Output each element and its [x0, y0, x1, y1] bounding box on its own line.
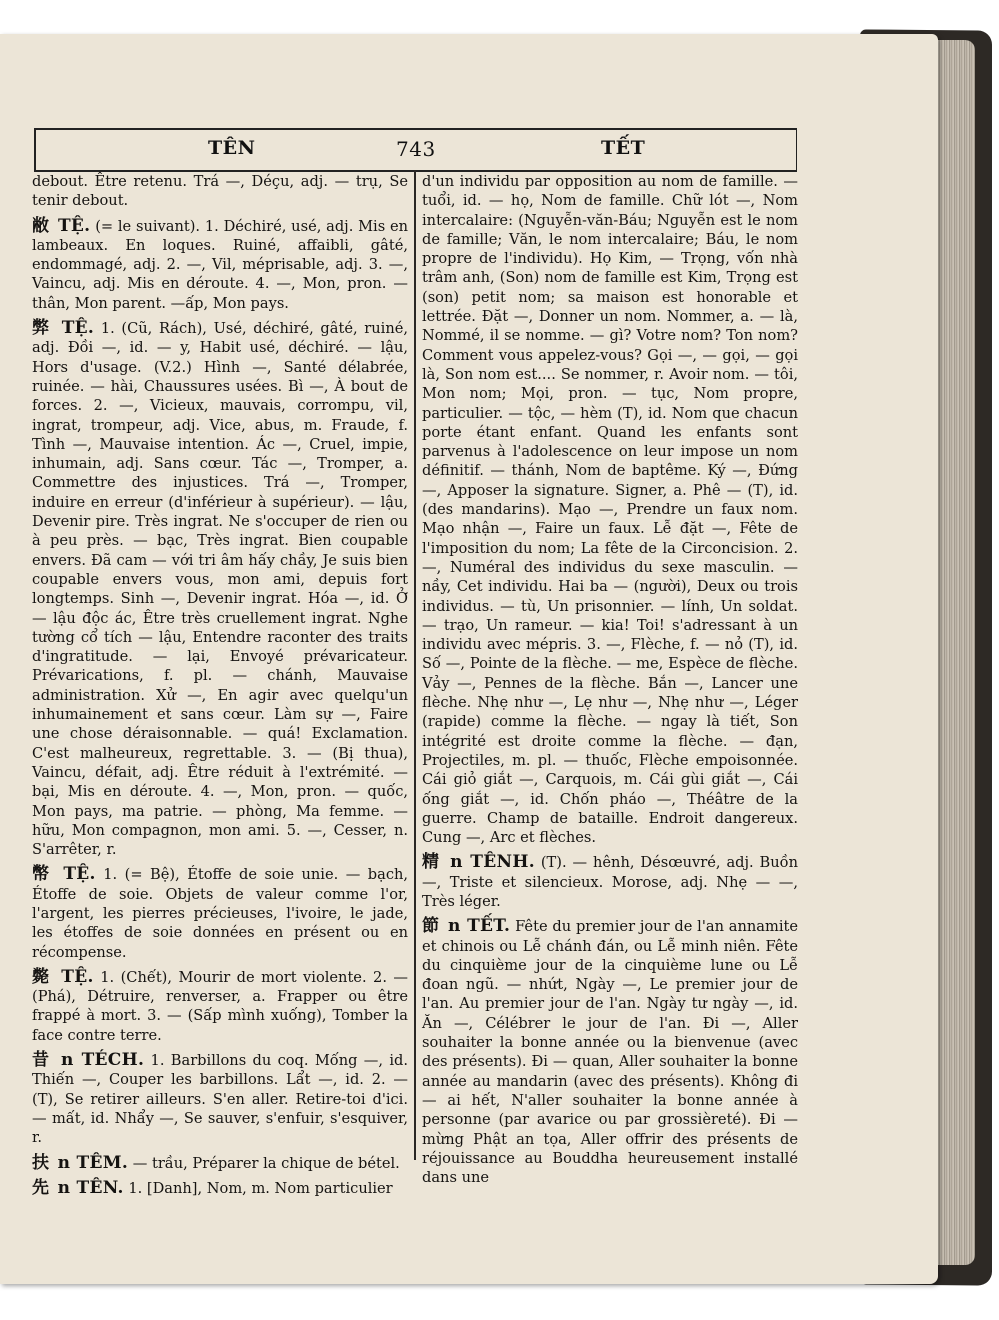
entry-character: 斃 [32, 966, 51, 987]
entry [32, 217, 408, 313]
left-continuation: debout. Être retenu. Trá —, Déçu, adj. — trụ, Se tenir debout. [32, 173, 408, 210]
entry-definition: 1. (= Bệ), Étoffe de soie unie. — bạch, Étoffe de soie. Objets de valeur comme l'or, l'argent, les pierres précieuses, l'ivoire, le jade, les étoffes de soie données en présent ou en récompense. [32, 866, 409, 961]
right-continuation: d'un individu par opposition au nom de famille. — tuổi, id. — họ, Nom de famille. Chữ lót —, Nom intercalaire: (Nguyễn-văn-Báu; Nguyễn est le nom de famille; Văn, le nom intercalaire; Báu, le nom propre de l'individu). Họ Kim, — Trọng, vốn nhà trâm anh, (Son) nom de famille est Kim, Trọng est (son) petit nom; sa maison est honorable et lettrée. Đặt —, Donner un nom. Nommer, a. — là, Nommé, il se nomme. — gì? Votre nom? Ton nom? Comment vous appelez-vous? Gọi —, — gọi, — gọi là, Son nom est.... Se nommer, r. Avoir nom. — tôi, Mon nom; Mọi, pron. — tục, Nom propre, particulier. — tộc, — hèm (T), id. Nom que chacun porte étant enfant. Quand les enfants sont parvenus à l'adolescence on leur impose un nom définitif. — thánh, Nom de baptême. Ký —, Đứng —, Apposer la signature. Signer, a. Phê — (T), id. (des mandarins). Mạo —, Prendre un faux nom. Mạo nhận —, Faire un faux. Lễ đặt —, Fête de l'imposition du nom; La fête de la Circoncision. 2. —, Numéral des individus du sexe masculin. — nầy, Cet individu. Hai ba — (người), Deux ou trois individus. — tù, Un prisonnier. — lính, Un soldat. — trạo, Un rameur. — kia! Toi! s'adressant à un individu avec mépris. 3. —, Flèche, f. — nỏ (T), id. Số —, Pointe de la flèche. — me, Espèce de flèche. Vảy —, Pennes de la flèche. Bắn —, Lancer une flèche. Nhẹ như —, Lẹ như —, Nhẹ như —, Léger (rapide) comme la flèche. — ngay là tiết, Son intégrité est droite comme la flèche. — đạn, Projectiles, m. pl. — thuốc, Flèche empoisonnée. Cái giỏ giắt —, Carquois, m. Cái gùi giắt —, Cái ống giắt —, id. Chốn pháo —, Théâtre de la guerre. Champ de bataille. Endroit dangereux. Cung —, Arc et flèches. [422, 173, 798, 847]
entry-definition: 1. (Chết), Mourir de mort violente. 2. — (Phá), Détruire, renverser, a. Frapper ou être frappé à mort. 3. — (Sấp mình xuống), Tomber la face contre terre. [32, 968, 409, 1044]
entry [32, 319, 408, 859]
column-divider [414, 170, 416, 1160]
entry-headword: TỆ. [57, 215, 91, 236]
entry-definition: (= le suivant). 1. Déchiré, usé, adj. Mis en lambeaux. En loques. Ruiné, affaibli, gâté, endommagé, adj. 2. —, Vil, méprisable, adj. 3. —, Vaincu, adj. Mis en déroute. 4. —, Mon, pron. — thân, Mon parent. —ấp, Mon pays. [32, 217, 409, 312]
entry-definition: Fête du premier jour de l'an annamite et chinois ou Lễ chánh đán, ou Lễ minh niên. Fête du cinquième jour de la cinquième lune ou Lễ đoan ngũ. — nhứt, Ngày —, Le premier jour de l'an. Au premier jour de l'an. Ngày tư ngày —, id. Ăn —, Célébrer le jour de l'an. Đi —, Aller souhaiter la bonne année ou la bienvenue (avec des présents). Đi — quan, Aller souhaiter la bonne année au mandarin (avec des présents). Không đi — ai hết, N'aller souhaiter la bonne année à personne (par avarice ou par grossièreté). Đi — mừng Phật an tọa, Aller offrir des présents de réjouissance au Bouddha heureusement installé dans une [422, 918, 798, 1187]
entry-character: 弊 [32, 318, 52, 339]
entry-character: 先 [32, 1177, 49, 1198]
entry-character: 精 [422, 852, 441, 873]
entry-definition: 1. [Danh], Nom, m. Nom particulier [128, 1179, 393, 1197]
running-header [34, 128, 797, 172]
left-column [32, 172, 408, 1204]
entry [32, 1154, 408, 1173]
entry-definition: (T). — hênh, Désœuvré, adj. Buồn —, Triste et silencieux. Morose, adj. Nhẹ — —, Très léger. [422, 854, 799, 910]
entry-headword: n TÉCH. [61, 1050, 145, 1071]
header-right-word: TẾT [601, 137, 646, 159]
entry [32, 1179, 408, 1198]
entry-headword: TỆ. [61, 318, 95, 339]
entry [422, 917, 798, 1187]
entry-character: 幣 [32, 864, 52, 885]
entry-headword: n TÊM. [57, 1152, 129, 1173]
entry-headword: TỆ. [61, 966, 94, 987]
page-number: 743 [396, 137, 436, 161]
right-column [422, 172, 798, 1193]
entry [32, 865, 408, 961]
header-left-word: TÊN [208, 137, 256, 159]
entry-headword: n TẾT. [448, 916, 511, 937]
entry [422, 853, 798, 911]
entry [32, 968, 408, 1045]
entry-headword: n TÊN. [57, 1177, 124, 1198]
entry-character: 敝 [32, 215, 50, 236]
entry-headword: n TÊNH. [450, 852, 535, 873]
entry [32, 1051, 408, 1147]
entry-definition: — trầu, Préparer la chique de bétel. [132, 1154, 400, 1172]
entry-character: 扶 [32, 1152, 49, 1173]
entry-definition: 1. Barbillons du coq. Mống —, id. Thiến —, Couper les barbillons. Lẩt —, id. 2. — (T), Se retirer ailleurs. S'en aller. Retire-toi d'ici. — mất, id. Nhẩy —, Se sauver, s'enfuir, s'esquiver, r. [32, 1052, 408, 1147]
entry-character: 昔 [32, 1050, 51, 1071]
entry-character: 節 [422, 916, 440, 937]
entry-headword: TỆ. [63, 864, 96, 885]
entry-definition: 1. (Cũ, Rách), Usé, déchiré, gâté, ruiné, adj. Đồi —, id. — y, Habit usé, déchiré. — lậu, Hors d'usage. (V.2.) Hình —, Santé délabrée, ruinée. — hài, Chaussures usées. Bì —, À bout de forces. 2. —, Vicieux, mauvais, corrompu, vil, ingrat, trompeur, adj. Vice, abus, m. Fraude, f. Tình —, Mauvaise intention. Ác —, Cruel, impie, inhumain, adj. Sans cœur. Tác —, Tromper, a. Commettre des injustices. Trá —, Tromper, induire en erreur (d'inférieur à supérieur). — lậu, Devenir pire. Très ingrat. Ne s'occuper de rien ou à peu près. — bạc, Très ingrat. Bien coupable envers. Đã cam — với tri âm hấy chầy, Je suis bien coupable envers vous, mon ami, depuis fort longtemps. Sinh —, Devenir ingrat. Hóa —, id. Ở — lậu độc ác, Être très cruellement ingrat. Nghe tường cổ tích — lậu, Entendre raconter des traits d'ingratitude. — lại, Envoyé prévaricateur. Prévarications, f. pl. — chánh, Mauvaise administration. Xử —, En agir avec quelqu'un inhumainement et sans cœur. Làm sự —, Faire une chose déraisonnable. — quá! Exclamation. C'est malheureux, regrettable. 3. — (Bị thua), Vaincu, défait, adj. Être réduit à l'extrémité. — bại, Mis en déroute. 4. —, Mon, pron. — quốc, Mon pays, ma patrie. — phòng, Ma femme. — hữu, Mon compagnon, mon ami. 5. —, Cesser, n. S'arrêter, r. [32, 320, 408, 859]
